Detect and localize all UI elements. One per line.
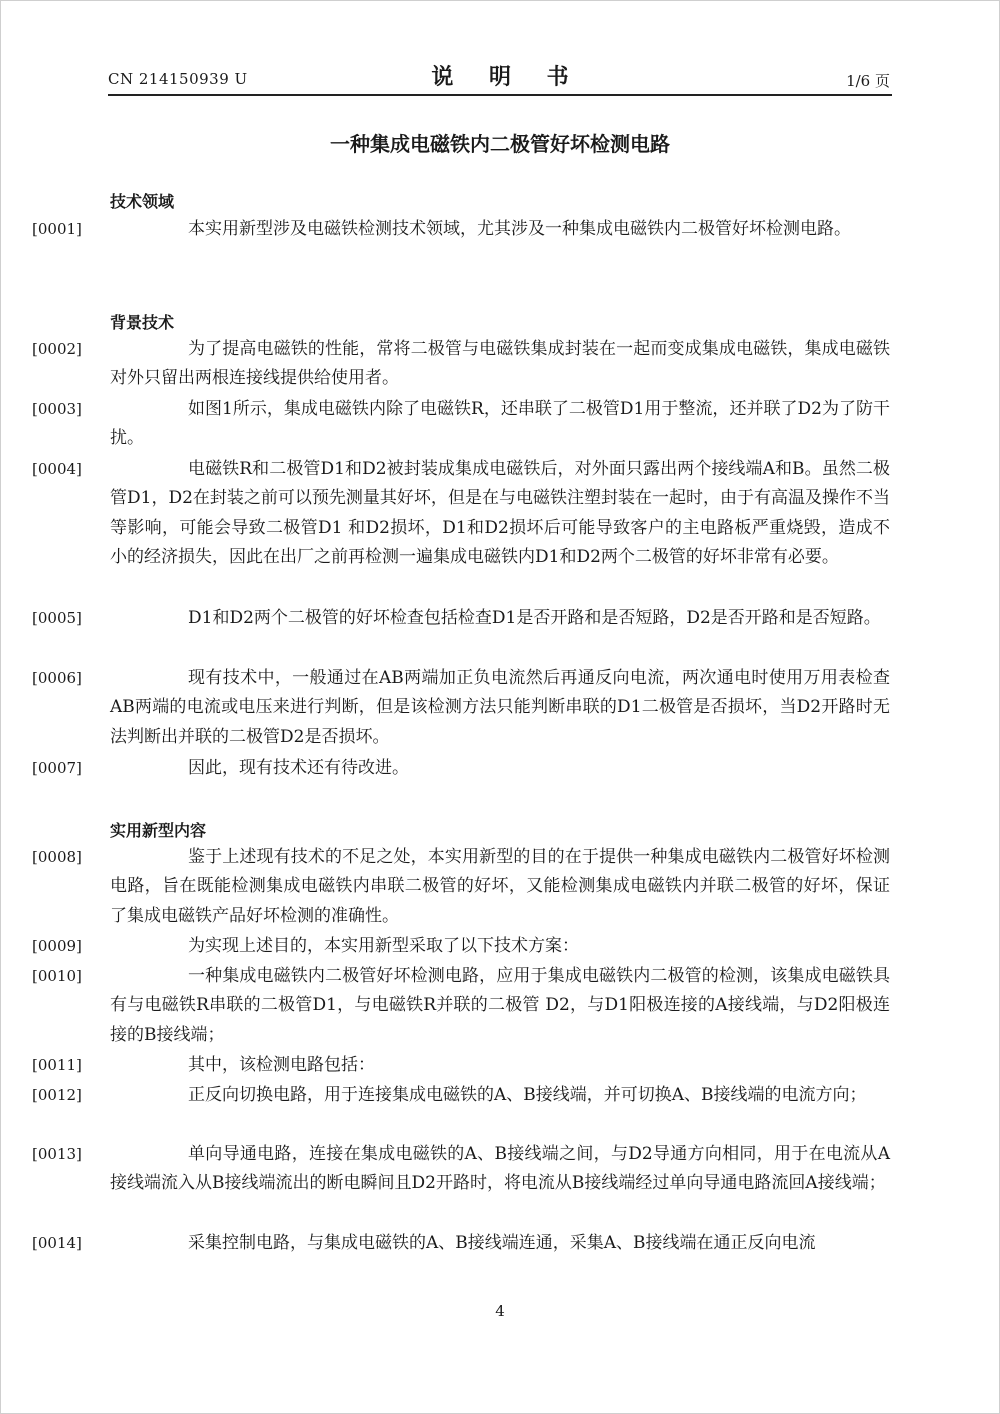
header-title: 说 明 书 xyxy=(431,64,583,90)
paragraph-text: 因此，现有技术还有待改进。 xyxy=(188,758,409,778)
paragraph-text: 正反向切换电路，用于连接集成电磁铁的A、B接线端，并可切换A、B接线端的电流方向； xyxy=(188,1085,867,1105)
paragraph-number: [0007] xyxy=(32,759,82,777)
paragraph-0014 xyxy=(32,1229,890,1258)
page-indicator: 1/6 页 xyxy=(846,72,890,90)
paragraph-0010 xyxy=(32,962,890,1050)
paragraph-0011 xyxy=(32,1051,890,1080)
paragraph-number: [0010] xyxy=(32,967,82,985)
paragraph-number: [0012] xyxy=(32,1086,82,1104)
paragraph-number: [0001] xyxy=(32,220,82,238)
paragraph-number: [0009] xyxy=(32,937,82,955)
paragraph-text: D1和D2两个二极管的好坏检查包括检查D1是否开路和是否短路，D2是否开路和是否短路。 xyxy=(188,608,881,628)
paragraph-number: [0003] xyxy=(32,400,82,418)
paragraph-text: 其中，该检测电路包括： xyxy=(188,1055,375,1075)
paragraph-text: 单向导通电路，连接在集成电磁铁的A、B接线端之间，与D2导通方向相同，用于在电流从A接线端流入从B接线端流出的断电瞬间且D2开路时，将电流从B接线端经过单向导通电路流回A接线端； xyxy=(110,1144,890,1194)
paragraph-number: [0005] xyxy=(32,609,82,627)
paragraph-number: [0013] xyxy=(32,1145,82,1163)
paragraph-0004 xyxy=(32,455,890,573)
paragraph-number: [0014] xyxy=(32,1234,82,1252)
paragraph-0003 xyxy=(32,395,890,454)
paragraph-number: [0008] xyxy=(32,848,82,866)
paragraph-number: [0004] xyxy=(32,460,82,478)
paragraph-text: 现有技术中，一般通过在AB两端加正负电流然后再通反向电流，两次通电时使用万用表检查AB两端的电流或电压来进行判断，但是该检测方法只能判断串联的D1二极管是否损坏，当D2开路时无法判断出并联的二极管D2是否损坏。 xyxy=(110,668,890,747)
paragraph-0009 xyxy=(32,932,890,961)
paragraph-0002 xyxy=(32,335,890,394)
paragraph-text: 采集控制电路，与集成电磁铁的A、B接线端连通，采集A、B接线端在通正反向电流 xyxy=(188,1233,816,1253)
paragraph-number: [0011] xyxy=(32,1056,82,1074)
paragraph-0008 xyxy=(32,843,890,931)
paragraph-text: 电磁铁R和二极管D1和D2被封装成集成电磁铁后，对外面只露出两个接线端A和B。虽然二极管D1，D2在封装之前可以预先测量其好坏，但是在与电磁铁注塑封装在一起时，由于有高温及操作不当等影响，可能会导致二极管D1 和D2损坏，D1和D2损坏后可能导致客户的主电路板严重烧毁，造成不小的经济损失，因此在出厂之前再检测一遍集成电磁铁内D1和D2两个二极管的好坏非常有必要。 xyxy=(110,459,890,568)
page-number: 4 xyxy=(495,1302,505,1320)
paragraph-number: [0006] xyxy=(32,669,82,687)
paragraph-0013 xyxy=(32,1140,890,1199)
paragraph-number: [0002] xyxy=(32,340,82,358)
paragraph-text: 为了提高电磁铁的性能，常将二极管与电磁铁集成封装在一起而变成集成电磁铁，集成电磁铁对外只留出两根连接线提供给使用者。 xyxy=(110,339,890,389)
paragraph-0005 xyxy=(32,604,890,633)
paragraph-0006 xyxy=(32,664,890,752)
header-rule xyxy=(108,94,892,96)
document-title: 一种集成电磁铁内二极管好坏检测电路 xyxy=(330,132,670,156)
paragraph-text: 为实现上述目的，本实用新型采取了以下技术方案： xyxy=(188,936,579,956)
paragraph-text: 如图1所示，集成电磁铁内除了电磁铁R，还串联了二极管D1用于整流，还并联了D2为了防干扰。 xyxy=(110,399,890,449)
section-heading-background: 背景技术 xyxy=(110,313,175,332)
section-heading-technical-field: 技术领域 xyxy=(110,192,175,211)
section-heading-utility-model-content: 实用新型内容 xyxy=(110,821,207,840)
paragraph-text: 本实用新型涉及电磁铁检测技术领域，尤其涉及一种集成电磁铁内二极管好坏检测电路。 xyxy=(188,219,851,239)
paragraph-0001 xyxy=(32,215,890,244)
paragraph-0007 xyxy=(32,754,890,783)
patent-number: CN 214150939 U xyxy=(108,70,248,88)
paragraph-text: 鉴于上述现有技术的不足之处，本实用新型的目的在于提供一种集成电磁铁内二极管好坏检测电路，旨在既能检测集成电磁铁内串联二极管的好坏，又能检测集成电磁铁内并联二极管的好坏，保证了集成电磁铁产品好坏检测的准确性。 xyxy=(110,847,890,926)
paragraph-0012 xyxy=(32,1081,890,1110)
paragraph-text: 一种集成电磁铁内二极管好坏检测电路，应用于集成电磁铁内二极管的检测，该集成电磁铁具有与电磁铁R串联的二极管D1，与电磁铁R并联的二极管 D2，与D1阳极连接的A接线端，与D2阳极连接的B接线端； xyxy=(110,966,890,1045)
